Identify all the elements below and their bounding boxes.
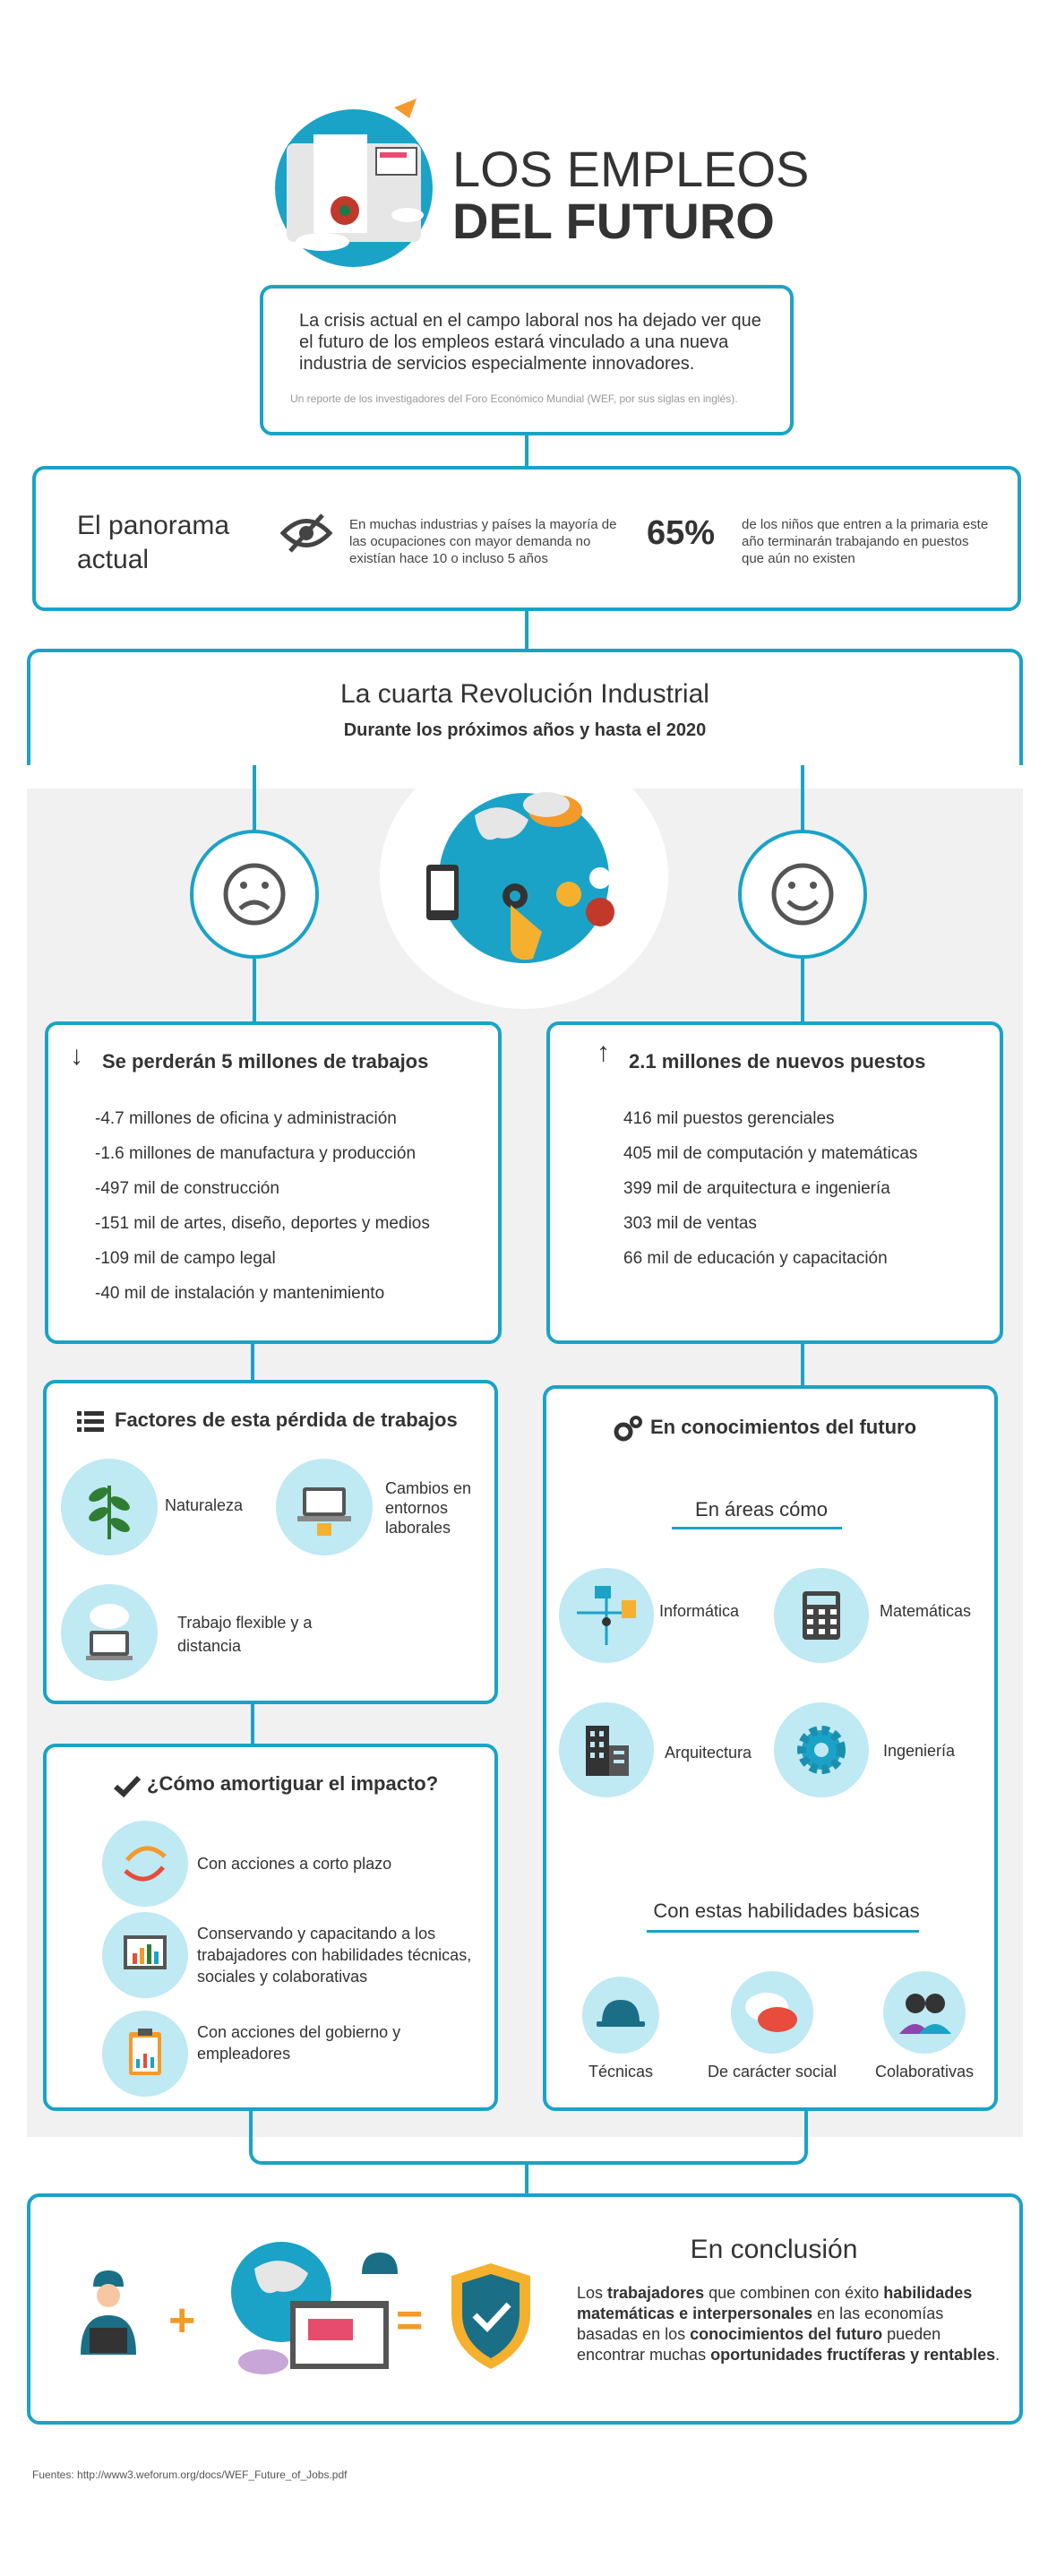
footer-source: Fuentes: http://www3.weforum.org/docs/WEF_Future_of_Jobs.pdf <box>32 2468 348 2481</box>
knowledge-box <box>543 1385 998 2111</box>
list-item: 303 mil de ventas <box>623 1214 757 1233</box>
impact-item: Con acciones a corto plazo <box>197 1855 392 1873</box>
calculator-icon <box>774 1568 869 1663</box>
factors-title: Factores de esta pérdida de trabajos <box>115 1409 458 1431</box>
conclusion-text <box>577 2283 1007 2365</box>
areas-underline <box>672 1527 842 1529</box>
areas-title: En áreas cómo <box>695 1498 828 1521</box>
cycle-arrows-icon <box>102 1821 188 1907</box>
presentation-chart-icon <box>102 1912 188 1998</box>
text-part: en las economías basadas en los <box>577 2305 944 2343</box>
skills-underline <box>647 1930 919 1933</box>
area-label: Informática <box>659 1602 740 1620</box>
new-jobs-box <box>546 1021 1003 1344</box>
skill-label: Técnicas <box>588 2063 654 2081</box>
connector-line <box>801 1344 804 1385</box>
list-item: 416 mil puestos gerenciales <box>623 1109 835 1128</box>
skills-title: Con estas habilidades básicas <box>653 1900 920 1922</box>
cog-icon <box>774 1702 869 1797</box>
impact-item: Con acciones del gobierno y empleadores <box>197 2023 401 2063</box>
panorama-box <box>32 466 1021 611</box>
building-icon <box>559 1702 654 1797</box>
happy-face-icon <box>738 830 867 959</box>
text-part: que combinen con éxito <box>704 2284 884 2302</box>
panorama-fact-2: de los niños que entren a la primaria este año terminarán trabajando en puestos que aún no existen <box>742 517 989 566</box>
connector-line <box>801 765 804 833</box>
page-title <box>452 143 809 247</box>
connector-line <box>251 1344 254 1382</box>
panorama-fact-1: En muchas industrias y países la mayoría de las ocupaciones con mayor demanda no existían hace 10 o incluso 5 años <box>349 517 617 566</box>
list-item: -1.6 millones de manufactura y producción <box>95 1144 417 1163</box>
plant-icon <box>61 1459 158 1555</box>
text-part: . <box>995 2346 1001 2364</box>
people-icon <box>883 1971 966 2054</box>
gears-icon <box>613 1414 643 1447</box>
technology-illustration <box>421 780 627 977</box>
list-item: 399 mil de arquitectura e ingeniería <box>623 1179 890 1198</box>
factor-label: Trabajo flexible y a distancia <box>177 1614 313 1655</box>
intro-box <box>260 285 794 435</box>
laptop-icon <box>276 1459 373 1555</box>
list-item: -40 mil de instalación y mantenimiento <box>95 1284 385 1303</box>
list-item: -109 mil de campo legal <box>95 1249 276 1268</box>
list-item: 66 mil de educación y capacitación <box>623 1249 888 1268</box>
text-bold: conocimientos del futuro <box>690 2325 883 2343</box>
list-item: -151 mil de artes, diseño, deportes y medios <box>95 1214 430 1233</box>
check-icon <box>113 1774 142 1802</box>
conclusion-box <box>27 2193 1023 2425</box>
connector-line <box>251 1704 254 1745</box>
sad-face-icon <box>190 830 319 959</box>
knowledge-illustration <box>210 2233 407 2399</box>
revolution-title: La cuarta Revolución Industrial <box>340 679 709 709</box>
panorama-title: El panorama actual <box>77 511 230 574</box>
connector-line <box>525 2161 528 2195</box>
text-bold: habilidades matemáticas e interpersonales <box>577 2284 973 2322</box>
list-icon <box>77 1410 104 1438</box>
text-part: Los <box>577 2284 608 2302</box>
chat-bubbles-icon <box>731 1971 813 2054</box>
connector-line <box>253 959 256 1021</box>
shield-check-icon <box>448 2260 534 2377</box>
area-label: Ingeniería <box>883 1742 956 1760</box>
plus-icon: + <box>168 2295 196 2347</box>
equals-icon: = <box>396 2295 424 2347</box>
skill-label: De carácter social <box>707 2063 838 2081</box>
arrow-down-icon: ↓ <box>70 1041 83 1071</box>
factor-label: Cambios en entornos laborales <box>385 1479 472 1537</box>
circuit-icon <box>559 1568 654 1663</box>
text-part: pueden encontrar muchas <box>577 2325 941 2364</box>
new-jobs-list <box>623 1109 917 1269</box>
connector-line <box>801 959 804 1021</box>
text-bold: oportunidades fructíferas y rentables <box>710 2346 996 2364</box>
revolution-subtitle: Durante los próximos años y hasta el 2020 <box>343 720 707 740</box>
connector-line <box>525 611 528 650</box>
skill-label: Colaborativas <box>874 2063 975 2081</box>
title-line-1: LOS EMPLEOS <box>452 141 810 197</box>
lost-jobs-title: Se perderán 5 millones de trabajos <box>102 1050 429 1073</box>
cloud-computer-icon <box>61 1584 158 1681</box>
area-label: Arquitectura <box>665 1744 752 1762</box>
intro-source-note: Un reporte de los investigadores del Foro Económico Mundial (WEF, por sus siglas en inglés). <box>290 392 738 405</box>
impact-box <box>43 1744 498 2111</box>
conclusion-title: En conclusión <box>690 2235 858 2264</box>
list-item: -4.7 millones de oficina y administración <box>95 1109 397 1128</box>
new-jobs-title: 2.1 millones de nuevos puestos <box>629 1050 926 1073</box>
intro-text: La crisis actual en el campo laboral nos ha dejado ver que el futuro de los empleos estará vinculado a una nueva industria de servicios especialmente innovadores. <box>299 311 761 374</box>
impact-item: Conservando y capacitando a los trabajadores con habilidades técnicas, sociales y colaborativas <box>197 1925 472 1986</box>
list-item: -497 mil de construcción <box>95 1179 279 1198</box>
hard-hat-icon <box>582 1977 659 2054</box>
factors-box <box>43 1380 498 1704</box>
list-item: 405 mil de computación y matemáticas <box>623 1144 918 1163</box>
area-label: Matemáticas <box>880 1602 972 1620</box>
lost-jobs-box <box>45 1021 502 1344</box>
text-bold: trabajadores <box>607 2284 705 2302</box>
connector-line <box>525 435 528 468</box>
title-line-2: DEL FUTURO <box>452 193 775 249</box>
bottom-bracket <box>249 2111 808 2165</box>
connector-line <box>253 765 256 833</box>
factor-label: Naturaleza <box>165 1496 244 1514</box>
worker-icon <box>77 2265 140 2365</box>
panorama-percent: 65% <box>647 514 716 552</box>
eye-off-icon <box>279 511 333 560</box>
arrow-up-icon: ↑ <box>597 1038 610 1067</box>
lost-jobs-list <box>95 1109 430 1304</box>
knowledge-title: En conocimientos del futuro <box>650 1416 917 1438</box>
header-illustration <box>260 90 448 269</box>
impact-title: ¿Cómo amortiguar el impacto? <box>147 1772 439 1795</box>
clipboard-icon <box>102 2011 188 2097</box>
